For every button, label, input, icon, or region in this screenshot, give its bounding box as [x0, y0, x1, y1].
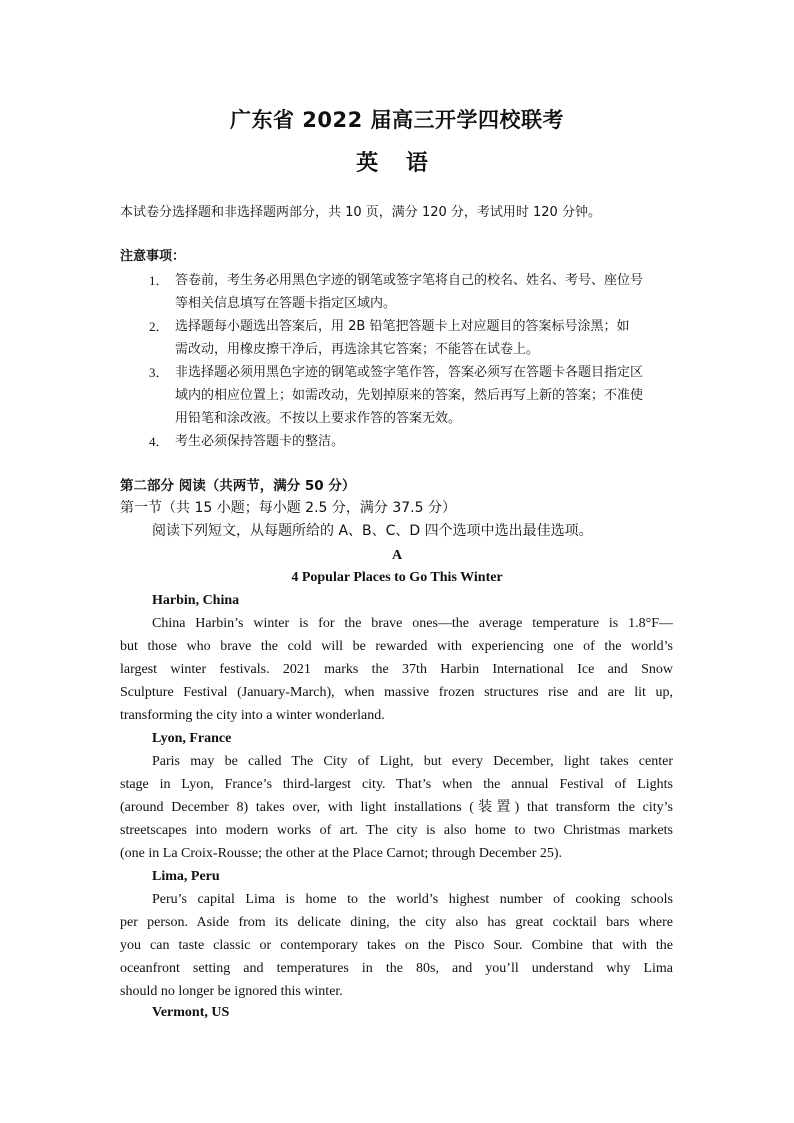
paragraph-line: per person. Aside from its delicate dining, the city also has great cocktail bars where: [120, 915, 673, 930]
paragraph-line: but those who brave the cold will be rewarded with experiencing one of the world’s: [120, 639, 673, 654]
notes-heading: 注意事项：: [120, 249, 186, 264]
paragraph-line: Sculpture Festival (January-March), when massive frozen structures rise and are lit up,: [120, 685, 673, 700]
note-line: 考生必须保持答题卡的整洁。: [175, 434, 345, 449]
subject-title: 英 语: [356, 151, 438, 176]
paragraph-line: (around December 8) takes over, with light installations (装置) that transform the city’s: [120, 800, 673, 815]
section-part-one: 第一节（共 15 小题；每小题 2.5 分，满分 37.5 分）: [120, 500, 456, 516]
note-line: 需改动，用橡皮擦干净后，再选涂其它答案；不能答在试卷上。: [175, 342, 540, 357]
exam-intro: 本试卷分选择题和非选择题两部分，共 10 页，满分 120 分，考试用时 120 分钟。: [120, 205, 601, 220]
place-heading-harbin: Harbin, China: [152, 593, 240, 608]
place-heading-lyon: Lyon, France: [152, 731, 232, 746]
note-number: 1．: [149, 273, 169, 288]
paragraph-line: should no longer be ignored this winter.: [120, 984, 343, 999]
section-instruction: 阅读下列短文，从每题所给的 A、B、C、D 四个选项中选出最佳选项。: [152, 523, 593, 539]
note-line: 选择题每小题选出答案后，用 2B 铅笔把答题卡上对应题目的答案标号涂黑；如: [175, 319, 630, 334]
paragraph-line: transforming the city into a winter wonderland.: [120, 708, 385, 723]
note-number: 2．: [149, 319, 169, 334]
paragraph-line: you can taste classic or contemporary takes on the Pisco Sour. Combine that with the: [120, 938, 673, 953]
place-heading-vermont: Vermont, US: [152, 1005, 230, 1020]
note-line: 等相关信息填写在答题卡指定区域内。: [175, 296, 397, 311]
section-heading: 第二部分 阅读（共两节，满分 50 分）: [120, 478, 356, 494]
note-line: 非选择题必须用黑色字迹的钢笔或签字笔作答，答案必须写在答题卡各题目指定区: [175, 365, 644, 380]
paragraph-line: Peru’s capital Lima is home to the world’s highest number of cooking schools: [152, 892, 673, 907]
place-heading-lima: Lima, Peru: [152, 869, 220, 884]
exam-title: 广东省 2022 届高三开学四校联考: [229, 108, 565, 132]
passage-title: 4 Popular Places to Go This Winter: [291, 570, 503, 585]
paragraph-line: Paris may be called The City of Light, but every December, light takes center: [152, 754, 673, 769]
paragraph-line: (one in La Croix-Rousse; the other at the Place Carnot; through December 25).: [120, 846, 563, 861]
note-line: 用铅笔和涂改液。不按以上要求作答的答案无效。: [175, 411, 462, 426]
note-number: 4．: [149, 434, 169, 449]
paragraph-line: stage in Lyon, France’s third-largest city. That’s when the annual Festival of Lights: [120, 777, 673, 792]
paragraph-line: oceanfront setting and temperatures in the 80s, and you’ll understand why Lima: [120, 961, 673, 976]
note-number: 3．: [149, 365, 169, 380]
paragraph-line: China Harbin’s winter is for the brave ones—the average temperature is 1.8°F—: [152, 616, 673, 631]
note-line: 域内的相应位置上；如需改动，先划掉原来的答案，然后再写上新的答案；不准使: [175, 388, 644, 403]
note-line: 答卷前，考生务必用黑色字迹的钢笔或签字笔将自己的校名、姓名、考号、座位号: [175, 273, 644, 288]
passage-letter: A: [391, 548, 403, 563]
paragraph-line: largest winter festivals. 2021 marks the 37th Harbin International Ice and Snow: [120, 662, 673, 677]
paragraph-line: streetscapes into modern works of art. The city is also home to two Christmas markets: [120, 823, 673, 838]
